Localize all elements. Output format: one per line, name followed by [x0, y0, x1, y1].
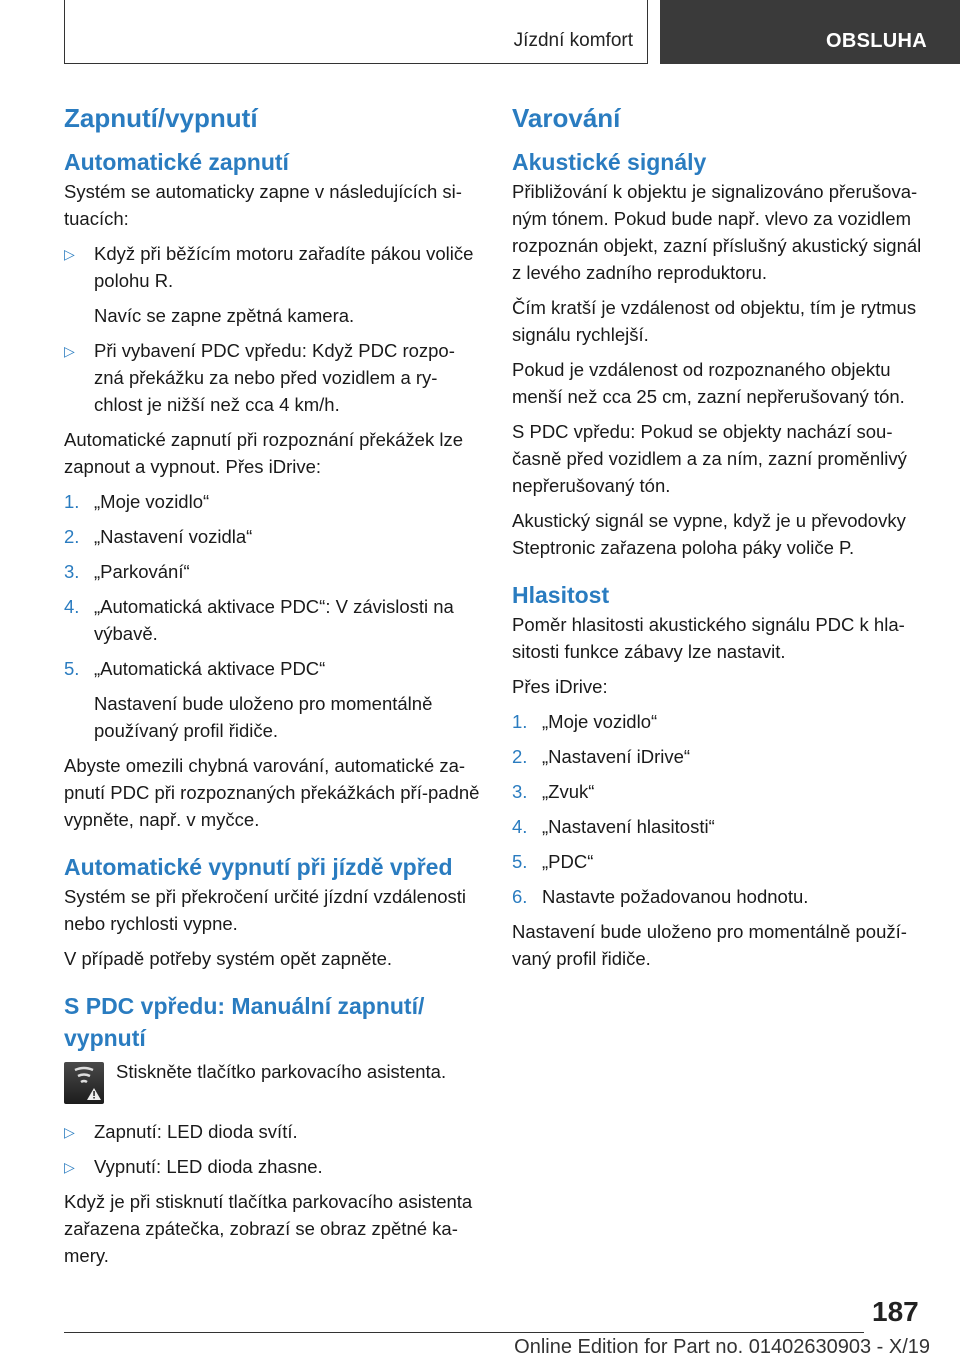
footer-edition: Online Edition for Part no. 01402630903 - X/19: [514, 1336, 930, 1358]
step-number: 1.: [64, 491, 80, 512]
section-title-on-off: Zapnutí/vypnutí: [64, 103, 258, 133]
acoustic-paragraph-3: Pokud je vzdálenost od rozpoznaného objektu menší než cca 25 cm, zazní nepřerušovaný tón.: [512, 359, 905, 407]
step-text: „Parkování“: [94, 561, 190, 582]
bullet-triangle-icon: ▷: [64, 1159, 75, 1175]
bullet-text: Když při běžícím motoru zařadíte pákou voliče polohu R.: [94, 243, 474, 291]
section-title-warning: Varování: [512, 103, 621, 133]
volume-paragraph-2: Přes iDrive:: [512, 676, 608, 697]
bullet-item: [64, 1118, 480, 1145]
step-number: 4.: [512, 816, 528, 837]
step-text: „Nastavení hlasitosti“: [542, 816, 715, 837]
bullet-triangle-icon: ▷: [64, 343, 75, 359]
step-text: „Moje vozidlo“: [94, 491, 210, 512]
bullet-item: [64, 337, 480, 418]
step-text: „Moje vozidlo“: [542, 711, 658, 732]
auto-on-warning: Abyste omezili chybná varování, automatické za-pnutí PDC při rozpoznaných překážkách pří-padně vypněte, např. v myčce.: [64, 755, 480, 830]
auto-on-intro: Systém se automaticky zapne v následujících si-tuacích:: [64, 181, 462, 229]
step-item: [64, 558, 480, 585]
header-section-title: Jízdní komfort: [513, 30, 633, 51]
bullet-text: Při vybavení PDC vpředu: Když PDC rozpo-zná překážku za nebo před vozidlem a ry-chlost je nižší než cca 4 km/h.: [94, 340, 455, 415]
acoustic-paragraph-1: Přibližování k objektu je signalizováno přerušova-ným tónem. Pokud bude např. vlevo za vozidlem rozpoznán objekt, zazní příslušný akustický signál z levého zadního reproduktoru.: [512, 181, 922, 283]
step-number: 3.: [64, 561, 80, 582]
bullet-item: [64, 240, 480, 294]
auto-on-paragraph: Automatické zapnutí při rozpoznání překážek lze zapnout a vypnout. Přes iDrive:: [64, 429, 463, 477]
bullet-triangle-icon: ▷: [64, 246, 75, 262]
bullet-text: Vypnutí: LED dioda zhasne.: [94, 1156, 323, 1177]
step-item: [64, 655, 480, 682]
step-number: 2.: [512, 746, 528, 767]
footer-divider: [64, 1332, 864, 1333]
step-item: [512, 883, 928, 910]
step-item: [512, 778, 928, 805]
step-text: „Nastavení vozidla“: [94, 526, 253, 547]
heading-manual-on-off: S PDC vpředu: Manuální zapnutí/ vypnutí: [64, 993, 425, 1051]
step-item: [64, 488, 480, 515]
page-number: 187: [872, 1296, 919, 1327]
manual-icon-row: [64, 1058, 480, 1104]
acoustic-paragraph-2: Čím kratší je vzdálenost od objektu, tím je rytmus signálu rychlejší.: [512, 297, 917, 345]
step-number: 1.: [512, 711, 528, 732]
bullet-triangle-icon: ▷: [64, 1124, 75, 1140]
step-number: 4.: [64, 596, 80, 617]
step-text: „Automatická aktivace PDC“: V závislosti na výbavě.: [94, 596, 454, 644]
volume-paragraph-3: Nastavení bude uloženo pro momentálně použí-vaný profil řidiče.: [512, 921, 907, 969]
step-item: [512, 743, 928, 770]
parking-assistant-button-icon: [64, 1062, 104, 1104]
step-number: 5.: [64, 658, 80, 679]
step-text: „Zvuk“: [542, 781, 595, 802]
acoustic-paragraph-5: Akustický signál se vypne, když je u převodovky Steptronic zařazena poloha páky voliče P.: [512, 510, 906, 558]
heading-auto-on: Automatické zapnutí: [64, 149, 289, 175]
step-text: Nastavte požadovanou hodnotu.: [542, 886, 809, 907]
step-item: [512, 813, 928, 840]
bullet-text: Zapnutí: LED dioda svítí.: [94, 1121, 298, 1142]
manual-paragraph: Když je při stisknutí tlačítka parkovacího asistenta zařazena zpátečka, zobrazí se obraz zpětné ka-mery.: [64, 1191, 473, 1266]
step-item: [512, 848, 928, 875]
step-text: „Nastavení iDrive“: [542, 746, 691, 767]
left-column: [64, 100, 480, 1277]
step-number: 6.: [512, 886, 528, 907]
heading-acoustic: Akustické signály: [512, 149, 707, 175]
step-text: „Automatická aktivace PDC“: [94, 658, 326, 679]
heading-auto-off: Automatické vypnutí při jízdě vpřed: [64, 854, 453, 880]
auto-off-paragraph-1: Systém se při překročení určité jízdní vzdálenosti nebo rychlosti vypne.: [64, 886, 467, 934]
right-column: [512, 100, 928, 980]
step-item: [512, 708, 928, 735]
step-number: 2.: [64, 526, 80, 547]
header-section-box: [64, 0, 648, 64]
step-text: „PDC“: [542, 851, 594, 872]
volume-paragraph-1: Poměr hlasitosti akustického signálu PDC k hla-sitosti funkce zábavy lze nastavit.: [512, 614, 905, 662]
step-item: [64, 593, 480, 647]
auto-off-paragraph-2: V případě potřeby systém opět zapněte.: [64, 948, 393, 969]
step-number: 5.: [512, 851, 528, 872]
step-subtext: Nastavení bude uloženo pro momentálně používaný profil řidiče.: [94, 693, 433, 741]
bullet-subtext: Navíc se zapne zpětná kamera.: [94, 305, 355, 326]
bullet-item: [64, 1153, 480, 1180]
step-number: 3.: [512, 781, 528, 802]
header-chapter-tab: OBSLUHA: [660, 0, 960, 64]
step-item: [64, 523, 480, 550]
manual-icon-text: Stiskněte tlačítko parkovacího asistenta.: [116, 1061, 447, 1082]
acoustic-paragraph-4: S PDC vpředu: Pokud se objekty nachází sou-časně před vozidlem a za ním, zazní proměnlivý nepřerušovaný tón.: [512, 421, 907, 496]
heading-volume: Hlasitost: [512, 582, 610, 608]
